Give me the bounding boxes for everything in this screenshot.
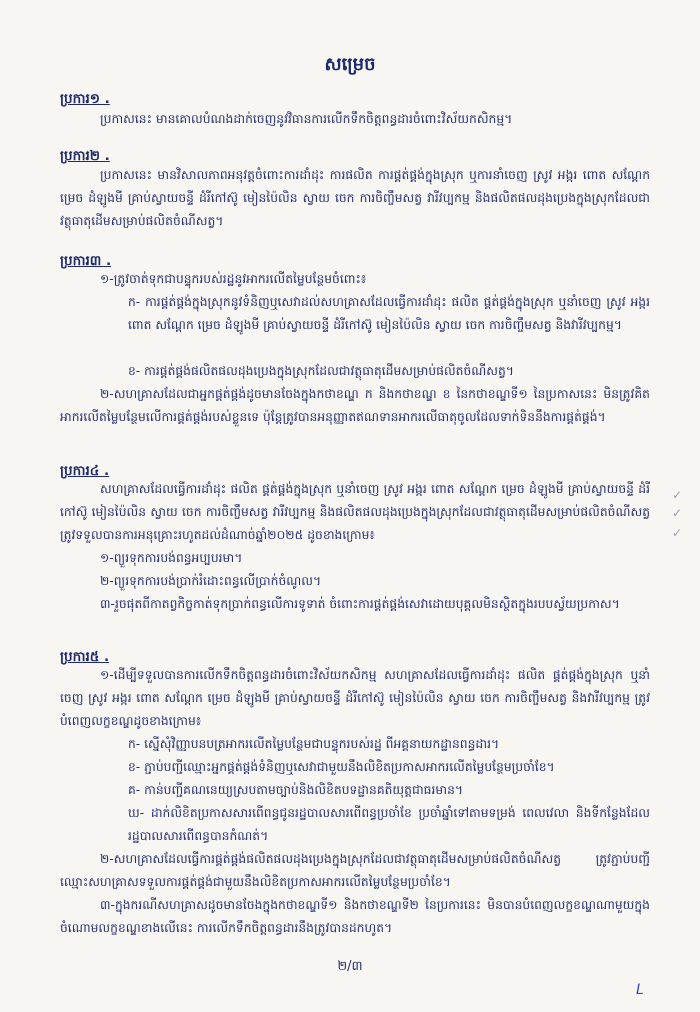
article-1-heading: ប្រការ១ . xyxy=(60,91,110,107)
article-3-item-2: ២-សហគ្រាសដែលជាអ្នកផ្គត់ផ្គង់ដូចមានចែងក្នុងកថាខណ្ឌ ក និងកថាខណ្ឌ ខ នៃកថាខណ្ឌទី១ នៃប្រកាសនេះ មិនត្រូវគិតអាករលើតម្លៃបន្ថែមលើការផ្គត់ផ្គង់របស់ខ្លួនទេ ប៉ុន្តែត្រូវបានអនុញ្ញាតឥណទានអាករលើធាតុចូលដែលទាក់ទិននឹងការផ្គត់ផ្គង់។ xyxy=(60,387,650,424)
article-4-heading: ប្រការ៤ . xyxy=(60,463,110,479)
article-4-item-1: ១-ព្យួរទុកការបង់ពន្ធអប្បបរមា។ xyxy=(100,551,243,565)
article-5-item-2: ២-សហគ្រាសដែលធ្វើការផ្គត់ផ្គង់ផលិតផលដុងប្រេងក្នុងស្រុកដែលជាវត្ថុធាតុដើមសម្រាប់ផលិតចំណីសត្វ ត្រូវភ្ជាប់បញ្ជីឈ្មោះសហគ្រាសទទួលការផ្គត់ផ្គង់ជាមួយនឹងលិខិតប្រកាសអាករលើតម្លៃបន្ថែមប្រចាំខែ។ xyxy=(60,852,650,889)
check-mark-icon: ✓ xyxy=(672,506,683,520)
article-4-item-2: ២-ព្យួរទុកការបង់ប្រាក់រំដោះពន្ធលើប្រាក់ចំណូល។ xyxy=(100,574,322,588)
signature-initials: ᒪ xyxy=(636,982,644,998)
article-5-item-1: ១-ដើម្បីទទួលបានការលើកទឹកចិត្តពន្ធដារចំពោះវិស័យកសិកម្ម សហគ្រាសដែលធ្វើការដាំដុះ ផលិត ផ្គត់ផ្គង់ក្នុងស្រុក ឬនាំចេញ ស្រូវ អង្ករ ពោត សណ្តែក ម្រេច ដំឡូងមី គ្រាប់ស្វាយចន្ទី ដំរីកៅស៊ូ មៀនប៉ៃលិន ស្វាយ ចេក ការចិញ្ចឹមសត្វ និងវារីវប្បកម្ម ត្រូវបំពេញលក្ខខណ្ឌដូចខាងក្រោម៖ xyxy=(60,668,650,728)
check-mark-icon: ✓ xyxy=(672,488,683,502)
article-5-item-1a: ក- ស្នើសុំវិញ្ញាបនបត្រអាករលើតម្លៃបន្ថែមជាបន្ទុករបស់រដ្ឋ ពីអគ្គនាយកដ្ឋានពន្ធដារ។ xyxy=(128,737,500,751)
page-number: ២/៣ xyxy=(337,959,363,974)
article-3-item-1a: ក- ការផ្គត់ផ្គង់ក្នុងស្រុកនូវទំនិញឬសេវាដល់សហគ្រាសដែលធ្វើការដាំដុះ ផលិត ផ្គត់ផ្គង់ក្នុងស្រុក ឬនាំចេញ ស្រូវ អង្ករ ពោត សណ្តែក ម្រេច ដំឡូងមី គ្រាប់ស្វាយចន្ទី ដំរីកៅស៊ូ មៀនប៉ៃលិន ស្វាយ ចេក ការចិញ្ចឹមសត្វ និងវារីវប្បកម្ម។ xyxy=(128,295,650,332)
article-2-text: ប្រកាសនេះ មានវិសាលភាពអនុវត្តចំពោះការដាំដុះ ការផលិត ការផ្គត់ផ្គង់ក្នុងស្រុក ឬការនាំចេញ ស្រូវ អង្ករ ពោត សណ្តែក ម្រេច ដំឡូងមី គ្រាប់ស្វាយចន្ទី ដំរីកៅស៊ូ មៀនប៉ៃលិន ស្វាយ ចេក ការចិញ្ចឹមសត្វ វារីវប្បកម្ម និងផលិតផលដុងប្រេងក្នុងស្រុកដែលជាវត្ថុធាតុដើមសម្រាប់ផលិតចំណីសត្វ។ xyxy=(60,168,650,228)
article-4-intro: សហគ្រាសដែលធ្វើការដាំដុះ ផលិត ផ្គត់ផ្គង់ក្នុងស្រុក ឬនាំចេញ ស្រូវ អង្ករ ពោត សណ្តែក ម្រេច ដំឡូងមី គ្រាប់ស្វាយចន្ទី ដំរីកៅស៊ូ មៀនប៉ៃលិន ស្វាយ ចេក ការចិញ្ចឹមសត្វ វារីវប្បកម្ម និងផលិតផលដុងប្រេងក្នុងស្រុកដែលជាវត្ថុធាតុដើមសម្រាប់ផលិតចំណីសត្វ ត្រូវទទួលបានការអនុគ្រោះរហូតដល់ដំណាច់ឆ្នាំ២០២៥ ដូចខាងក្រោម៖ xyxy=(60,482,650,542)
article-1-text: ប្រកាសនេះ មានគោលបំណងដាក់ចេញនូវវិធានការលើកទឹកចិត្តពន្ធដារចំពោះវិស័យកសិកម្ម។ xyxy=(100,112,513,126)
article-5-item-1d: ឃ- ដាក់លិខិតប្រកាសសារពើពន្ធជូនរដ្ឋបាលសារពើពន្ធប្រចាំខែ ប្រចាំឆ្នាំទៅតាមទម្រង់ ពេលវេលា និងទីកន្លែងដែលរដ្ឋបាលសារពើពន្ធបានកំណត់។ xyxy=(128,806,650,843)
article-5-item-1b: ខ- ភ្ជាប់បញ្ជីឈ្មោះអ្នកផ្គត់ផ្គង់ទំនិញឬសេវាជាមួយនឹងលិខិតប្រកាសអាករលើតម្លៃបន្ថែមប្រចាំខែ។ xyxy=(128,760,555,774)
article-5-item-1c: គ- កាន់បញ្ជីគណនេយ្យស្របតាមច្បាប់និងលិខិតបទដ្ឋានគតិយុត្តជាធរមាន។ xyxy=(128,783,463,797)
article-2-heading: ប្រការ២ . xyxy=(60,148,110,164)
check-mark-icon: ✓ xyxy=(672,526,683,540)
article-3-item-1: ១-ត្រូវចាត់ទុកជាបន្ទុករបស់រដ្ឋនូវអាករលើតម្លៃបន្ថែមចំពោះ៖ xyxy=(100,272,367,286)
article-5-heading: ប្រការ៥ . xyxy=(60,649,110,665)
document-title: សម្រេច xyxy=(324,54,376,75)
article-3-item-1b: ខ- ការផ្គត់ផ្គង់ផលិតផលដុងប្រេងក្នុងស្រុកដែលជាវត្ថុធាតុដើមសម្រាប់ផលិតចំណីសត្វ។ xyxy=(128,364,514,378)
article-4-item-3: ៣-រួចផុតពីកាតព្វកិច្ចកាត់ទុកប្រាក់ពន្ធលើការទូទាត់ ចំពោះការផ្គត់ផ្គង់សេវាដោយបុគ្គលមិនស្ថិតក្នុងរបបស្វ័យប្រកាស។ xyxy=(100,597,620,611)
article-3-heading: ប្រការ៣ . xyxy=(60,253,112,269)
article-5-item-3: ៣-ក្នុងករណីសហគ្រាសដូចមានចែងក្នុងកថាខណ្ឌទី១ និងកថាខណ្ឌទី២ នៃប្រការនេះ មិនបានបំពេញលក្ខខណ្ឌណាមួយក្នុងចំណោមលក្ខខណ្ឌខាងលើនេះ ការលើកទឹកចិត្តពន្ធដារនឹងត្រូវបានដកហូត។ xyxy=(60,898,650,935)
